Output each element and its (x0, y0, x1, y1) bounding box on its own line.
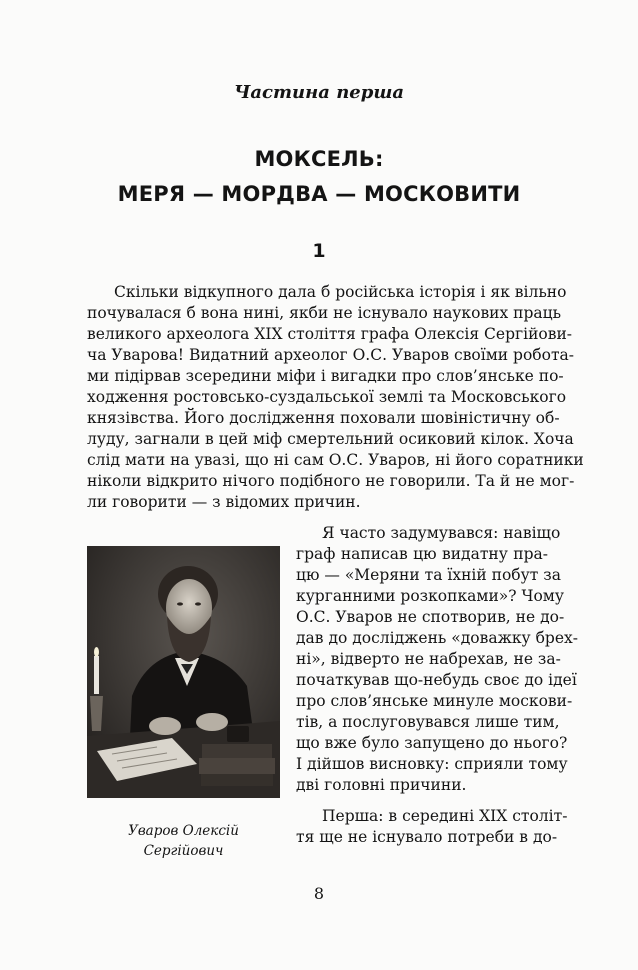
part-heading: Частина перша (233, 82, 405, 103)
chapter-title-line2: МЕРЯ — МОРДВА — МОСКОВИТИ (117, 182, 521, 206)
text-line: ча Уварова! Видатний археолог О.С. Уваров своїми робота- (87, 346, 575, 364)
text-line: початкував що-небудь своє до ідеї (296, 671, 577, 689)
text-line: дав до досліджень «доважку брех- (296, 629, 578, 647)
text-line: луду, загнали в цей міф смертельний осиковий кілок. Хоча (87, 430, 574, 448)
text-line: курганними розкопками»? Чому (296, 587, 564, 605)
page-number: 8 (313, 884, 325, 903)
text-line: Я часто задумувався: навіщо (322, 524, 561, 542)
text-line: великого археолога ХІХ століття графа Олексія Сергійови- (87, 325, 573, 343)
text-line: І дійшов висновку: сприяли тому (296, 755, 568, 773)
text-line: Скільки відкупного дала б російська історія і як вільно (114, 283, 567, 301)
text-line: ходження ростовсько-суздальської землі та Московського (87, 388, 567, 406)
text-line: почувалася б вона нині, якби не існувало наукових праць (87, 304, 562, 322)
photo-caption-line2: Сергійович (143, 843, 224, 859)
text-line: тів, а послуговувався лише тим, (296, 713, 560, 731)
text-line: тя ще не існувало потреби в до- (296, 828, 558, 846)
text-line: граф написав цю видатну пра- (296, 545, 548, 563)
text-line: О.С. Уваров не спотворив, не до- (296, 608, 565, 626)
photo-caption-line1: Уваров Олексій (128, 823, 239, 839)
portrait-illustration (87, 546, 280, 798)
text-line: слід мати на увазі, що ні сам О.С. Уваров, ні його соратники (87, 451, 584, 469)
text-line: що вже було запущено до нього? (296, 734, 568, 752)
text-line: ми підірвав зсередини міфи і вигадки про слов’янське по- (87, 367, 564, 385)
chapter-title-line1: МОКСЕЛЬ: (254, 147, 384, 171)
text-line: князівства. Його дослідження поховали шовіністичну об- (87, 409, 560, 427)
text-line: ли говорити — з відомих причин. (87, 493, 361, 511)
text-line: ніколи відкрито нічого подібного не говорили. Та й не мог- (87, 472, 575, 490)
text-line: Перша: в середині ХІХ століт- (322, 807, 568, 825)
text-line: про слов’янське минуле москови- (296, 692, 573, 710)
text-line: дві головні причини. (296, 776, 467, 794)
text-line: ні», відверто не набрехав, не за- (296, 650, 561, 668)
chapter-number: 1 (312, 240, 326, 262)
text-line: цю — «Меряни та їхній побут за (296, 566, 561, 584)
portrait-photo (87, 546, 280, 798)
